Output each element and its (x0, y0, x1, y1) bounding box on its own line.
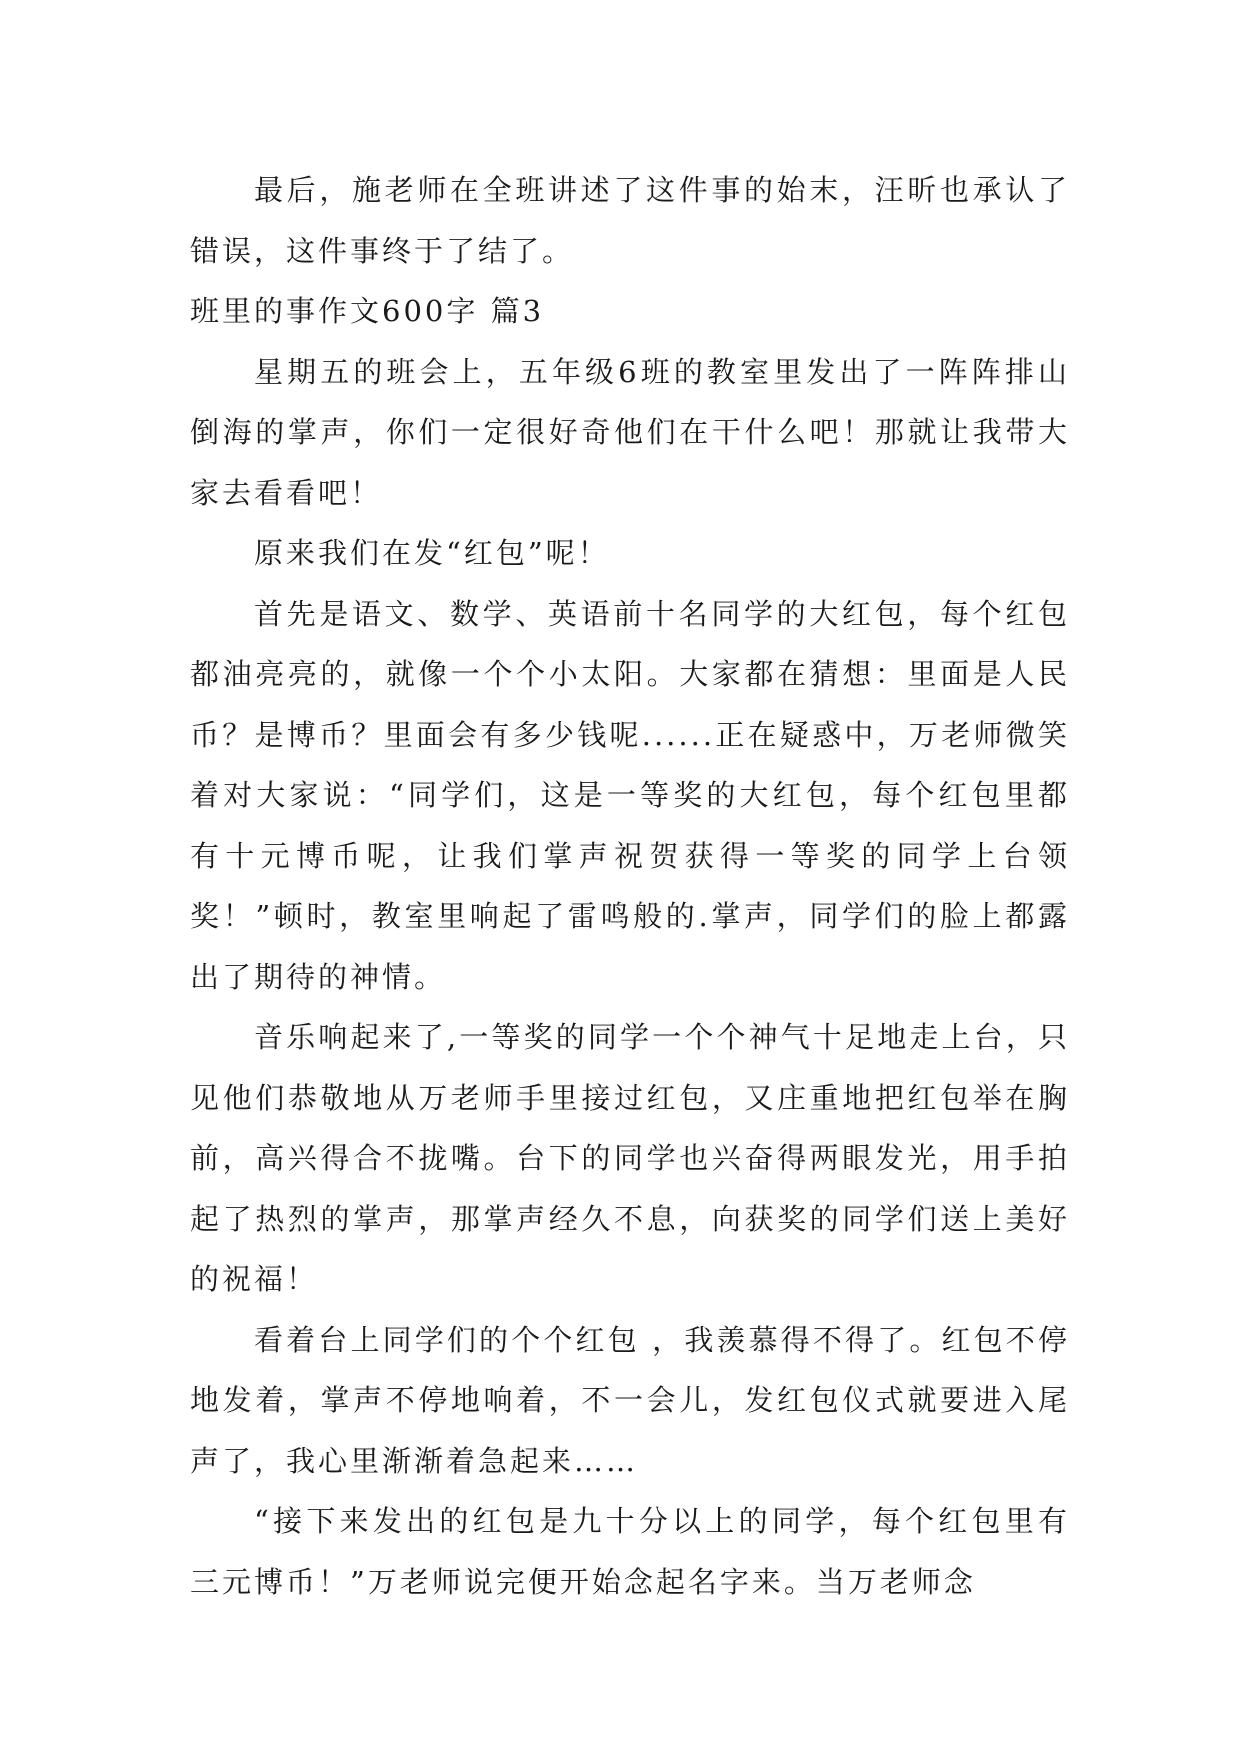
paragraph: 音乐响起来了,一等奖的同学一个个神气十足地走上台，只见他们恭敬地从万老师手里接过红包，又庄重地把红包举在胸前，高兴得合不拢嘴。台下的同学也兴奋得两眼发光，用手拍起了热烈的掌声，那掌声经久不息，向获奖的同学们送上美好的祝福！ (190, 1020, 1070, 1296)
document-page (190, 160, 1070, 1612)
paragraph: 原来我们在发“红包”呢！ (254, 536, 610, 570)
paragraph: “接下来发出的红包是九十分以上的同学，每个红包里有三元博币！”万老师说完便开始念起名字来。当万老师念 (190, 1504, 1070, 1599)
paragraph: 看着台上同学们的个个红包 ，我羡慕得不得了。红包不停地发着，掌声不停地响着，不一会儿，发红包仪式就要进入尾声了，我心里渐渐着急起来…… (190, 1322, 1070, 1478)
paragraph: 最后，施老师在全班讲述了这件事的始末，汪昕也承认了错误，这件事终于了结了。 (190, 173, 1070, 268)
section-heading: 班里的事作文600字 篇3 (190, 294, 545, 328)
paragraph: 星期五的班会上，五年级6班的教室里发出了一阵阵排山倒海的掌声，你们一定很好奇他们在干什么吧！那就让我带大家去看看吧！ (190, 354, 1070, 510)
paragraph: 首先是语文、数学、英语前十名同学的大红包，每个红包都油亮亮的，就像一个个小太阳。大家都在猜想：里面是人民币？是博币？里面会有多少钱呢......正在疑惑中，万老师微笑着对大家说：“同学们，这是一等奖的大红包，每个红包里都有十元博币呢，让我们掌声祝贺获得一等奖的同学上台领奖！”顿时，教室里响起了雷鸣般的.掌声，同学们的脸上都露出了期待的神情。 (190, 596, 1070, 994)
